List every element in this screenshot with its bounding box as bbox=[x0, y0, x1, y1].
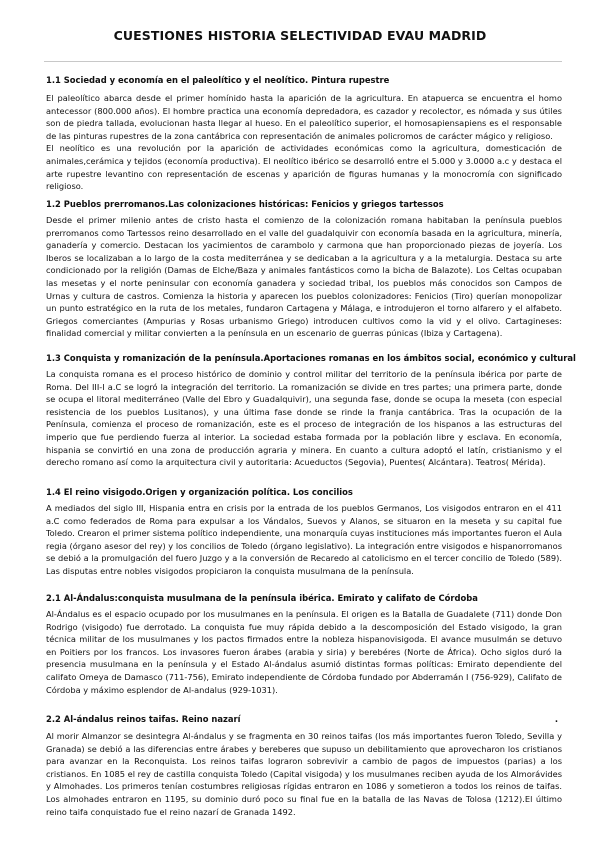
section-heading-2-1: 2.1 Al-Ándalus:conquista musulmana de la península ibérica. Emirato y califato de Córdoba bbox=[46, 593, 478, 603]
section-body-1-1 bbox=[46, 92, 562, 193]
section-heading-1-4: 1.4 El reino visigodo.Origen y organización política. Los concilios bbox=[46, 487, 353, 497]
section-heading-2-2 bbox=[46, 714, 562, 724]
title-divider bbox=[44, 61, 562, 62]
section-paragraph: Desde el primer milenio antes de cristo hasta el comienzo de la colonización romana habitaban la península pueblos prerromanos como Tartessos reino desarrollado en el valle del guadalquivir con economía basada en la agricultura, minería, ganadería y comercio. Destacan los yacimientos de carambolo y carmona que han proporcionado piezas de joyería. Los Iberos se localizaban a lo largo de la costa mediterránea y se dedicaban a la agricultura y a la metalurgia. Destaca su arte condicionado por la religión (Damas de Elche/Baza y animales fantásticos como la bicha de Balazote). Los Celtas ocupaban las mesetas y el norte peninsular con economía ganadera y sociedad tribal, los pueblos más conocidos son Campos de Urnas y cultura de castros. Comienza la historia y aparecen los pueblos colonizadores: Fenicios (Tiro) querían monopolizar un punto estratégico en la ruta de los metales, fundaron Cartagena y Málaga, e introdujeron el torno alfarero y el alfabeto. Griegos comerciantes (Ampurias y Rosas urbanismo Griego) introducen cultivos como la vid y el olivo. Cartagineses: finalidad comercial y militar convierten a la península en un escenario de guerras púnicas (Ibiza y Cartagena). bbox=[46, 215, 562, 339]
document-title: CUESTIONES HISTORIA SELECTIVIDAD EVAU MADRID bbox=[113, 28, 487, 43]
section-body-2-2 bbox=[46, 730, 562, 818]
section-body-1-3 bbox=[46, 368, 562, 469]
section-body-1-4 bbox=[46, 502, 562, 578]
section-body-2-1 bbox=[46, 608, 562, 696]
section-heading-1-1: 1.1 Sociedad y economía en el paleolítico y el neolítico. Pintura rupestre bbox=[46, 75, 390, 85]
section-paragraph: El paleolítico abarca desde el primer homínido hasta la aparición de la agricultura. En atapuerca se encuentra el homo antecessor (800.000 años). El hombre practica una economía depredadora, es cazador y recolector, es nómada y sus útiles son de piedra tallada, evolucionan hasta llegar al hueso. En el paleolítico superior, el homosapiensapiens es el responsable de las pinturas rupestres de la zona cantábrica con representación de animales policromos de carácter mágico y religioso. bbox=[46, 93, 562, 141]
section-paragraph: El neolítico es una revolución por la aparición de actividades económicas como la agricultura, domesticación de animales,cerámica y tejidos (economía productiva). El neolítico ibérico se desarrolló entre el 5.000 y 3.0000 a.c y destaca el arte rupestre levantino con representación de escenas y aparición de figuras humanas y la monocromía con significado religioso. bbox=[46, 143, 562, 192]
section-heading-1-2: 1.2 Pueblos prerromanos.Las colonizaciones históricas: Fenicios y griegos tartessos bbox=[46, 199, 444, 209]
section-paragraph: La conquista romana es el proceso histórico de dominio y control militar del territorio de la península ibérica por parte de Roma. Del III-I a.C se logró la integración del territorio. La romanización se divide en tres partes; una primera parte, donde se ocupa el litoral mediterráneo (Valle del Ebro y Guadalquivir), una segunda fase, donde se ocupa la meseta (con especial resistencia de los pueblos Lusitanos), y una última fase donde se rinde la franja cantábrica. Tras la ocupación de la Península, comienza el proceso de romanización, este es el proceso de integración de los hispanos a las estructuras del imperio que fue perdiendo fuerza al interior. La sociedad estaba formada por la población libre y esclava. En economía, hispania se convirtió en una zona de producción agraria y minera. En cuanto a cultura adoptó el latín, cristianismo y el derecho romano así como la arquitectura civil y autoritaria: Acueductos (Segovia), Puentes( Alcántara). Teatros( Mérida). bbox=[46, 369, 562, 468]
section-paragraph: A mediados del siglo III, Hispania entra en crisis por la entrada de los pueblos Germanos, Los visigodos entraron en el 411 a.C como federados de Roma para expulsar a los Vándalos, Suevos y Alanos, se situaron en la meseta y su capital fue Toledo. Crearon el primer sistema político independiente, una monarquía cuyas instituciones más importantes fueron el Aula regia (órgano asesor del rey) y los concilios de Toledo (órgano legislativo). La integración entre visigodos e hispanorromanos se debió a la promulgación del fuero Juzgo y a la conversión de Recaredo al catolicismo en el tercer concilio de Toledo (589). Las disputas entre nobles visigodos propiciaron la conquista musulmana de la península. bbox=[46, 503, 562, 576]
trailing-mark: . bbox=[554, 714, 558, 724]
section-body-1-2 bbox=[46, 214, 562, 340]
section-paragraph: Al morir Almanzor se desintegra Al-ándalus y se fragmenta en 30 reinos taifas (los más importantes fueron Toledo, Sevilla y Granada) se debió a las diferencias entre árabes y bereberes que supuso un debilitamiento que aprovecharon los cristianos para avanzar en la Reconquista. Los reinos taifas lograron sobrevivir a cambio de pagos de impuestos (parias) a los cristianos. En 1085 el rey de castilla conquista Toledo (Capital visigoda) y los musulmanes reciben ayuda de los Almorávides y Almohades. Los primeros tenían costumbres religiosas rígidas entraron en 1086 y sometieron a todos los reinos de taifas. Los almohades entraron en 1195, su dominio duró poco su final fue en la batalla de las Navas de Tolosa (1212).El último reino taifa conquistado fue el reino nazarí de Granada 1492. bbox=[46, 731, 562, 817]
section-heading-1-3: 1.3 Conquista y romanización de la península.Aportaciones romanas en los ámbitos social, económico y cultural bbox=[46, 353, 576, 363]
section-heading-text: 2.2 Al-ándalus reinos taifas. Reino nazarí bbox=[46, 714, 241, 724]
section-paragraph: Al-Ándalus es el espacio ocupado por los musulmanes en la península. El origen es la Batalla de Guadalete (711) donde Don Rodrigo (visigodo) fue derrotado. La conquista fue muy rápida debido a la descomposición del Estado visigodo, la gran técnica militar de los musulmanes y los pactos firmados entre la nobleza hispanovisigoda. El avance musulmán se detuvo en Poitiers por los francos. Los invasores fueron árabes (arabia y siria) y berebéres (Norte de África). Ocho siglos duró la presencia musulmana en la península y el Estado Al-ándalus asumió distintas formas políticas: Emirato dependiente del califato Omeya de Damasco (711-756), Emirato independiente de Córdoba fundado por Abderramán I (756-929), Califato de Córdoba y máximo esplendor de Al-andalus (929-1031). bbox=[46, 609, 562, 695]
